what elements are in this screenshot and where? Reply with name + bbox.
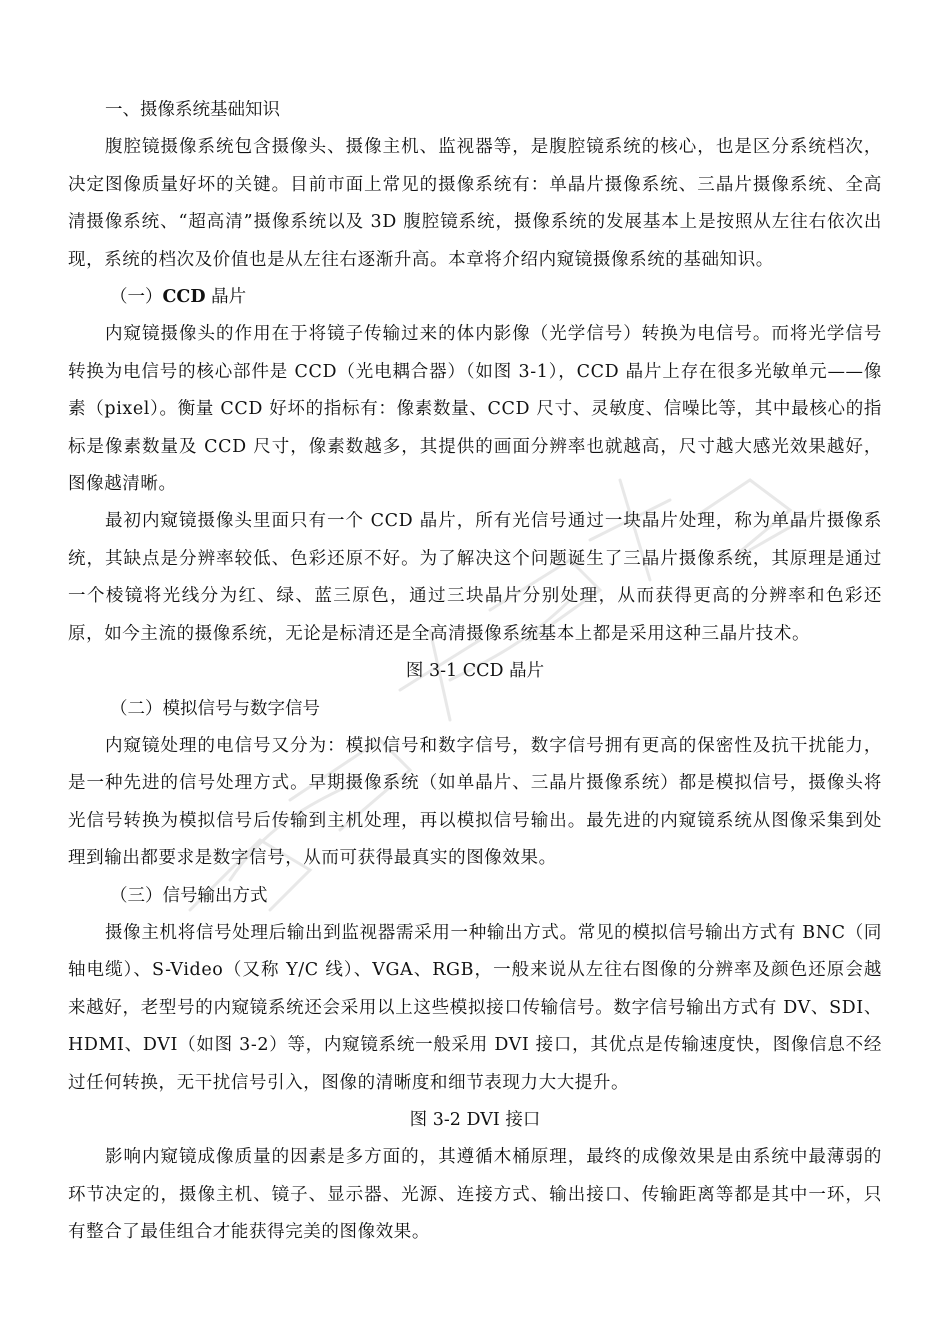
output-paragraph: 摄像主机将信号处理后输出到监视器需采用一种输出方式。常见的模拟信号输出方式有 BNC（同轴电缆）、S-Video（又称 Y/C 线）、VGA、RGB，一般来说从左往右图像的分辨率及颜色还原会越来越好，老型号的内窥镜系统还会采用以上这些模拟接口传输信号。数字信号输出方式有 DV、SDI、HDMI、DVI（如图 3-2）等，内窥镜系统一般采用 DVI 接口，其优点是传输速度快，图像信息不经过任何转换，无干扰信号引入，图像的清晰度和细节表现力大大提升。 (68, 922, 882, 1093)
intro-paragraph: 腹腔镜摄像系统包含摄像头、摄像主机、监视器等，是腹腔镜系统的核心，也是区分系统档次，决定图像质量好坏的关键。目前市面上常见的摄像系统有：单晶片摄像系统、三晶片摄像系统、全高清摄像系统、“超高清”摄像系统以及 3D 腹腔镜系统，摄像系统的发展基本上是按照从左往右依次出现，系统的档次及价值也是从左往右逐渐升高。本章将介绍内窥镜摄像系统的基础知识。 (68, 137, 882, 270)
subsection-ccd-prefix: （一） (110, 287, 163, 308)
document-body (68, 92, 882, 1252)
ccd-paragraph-1: 内窥镜摄像头的作用在于将镜子传输过来的体内影像（光学信号）转换为电信号。而将光学信号转换为电信号的核心部件是 CCD（光电耦合器）（如图 3-1），CCD 晶片上存在很多光敏单元——像素（pixel）。衡量 CCD 好坏的指标有：像素数量、CCD 尺寸、灵敏度、信噪比等，其中最核心的指标是像素数量及 CCD 尺寸，像素数越多，其提供的画面分辨率也就越高，尺寸越大感光效果越好，图像越清晰。 (68, 324, 882, 495)
subsection-output-title: （三）信号输出方式 (110, 885, 268, 906)
figure-3-1-caption: 图 3-1 CCD 晶片 (405, 661, 545, 682)
ccd-paragraph-2: 最初内窥镜摄像头里面只有一个 CCD 晶片，所有光信号通过一块晶片处理，称为单晶片摄像系统，其缺点是分辨率较低、色彩还原不好。为了解决这个问题诞生了三晶片摄像系统，其原理是通过一个棱镜将光线分为红、绿、蓝三原色，通过三块晶片分别处理，从而获得更高的分辨率和色彩还原，如今主流的摄像系统，无论是标清还是全高清摄像系统基本上都是采用这种三晶片技术。 (68, 511, 882, 644)
figure-3-2-caption: 图 3-2 DVI 接口 (409, 1109, 541, 1130)
subsection-ccd-title-cn: 晶片 (205, 287, 247, 308)
section-title: 一、摄像系统基础知识 (105, 100, 280, 120)
subsection-signal-title: （二）模拟信号与数字信号 (110, 698, 320, 719)
signal-paragraph: 内窥镜处理的电信号又分为：模拟信号和数字信号，数字信号拥有更高的保密性及抗干扰能力，是一种先进的信号处理方式。早期摄像系统（如单晶片、三晶片摄像系统）都是模拟信号，摄像头将光信号转换为模拟信号后传输到主机处理，再以模拟信号输出。最先进的内窥镜系统从图像采集到处理到输出都要求是数字信号，从而可获得最真实的图像效果。 (68, 735, 882, 869)
subsection-ccd-title (68, 279, 882, 316)
closing-paragraph: 影响内窥镜成像质量的因素是多方面的，其遵循木桶原理，最终的成像效果是由系统中最薄弱的环节决定的，摄像主机、镜子、显示器、光源、连接方式、输出接口、传输距离等都是其中一环，只有整合了最佳组合才能获得完美的图像效果。 (68, 1147, 882, 1243)
subsection-ccd-title-en: CCD (162, 287, 206, 308)
